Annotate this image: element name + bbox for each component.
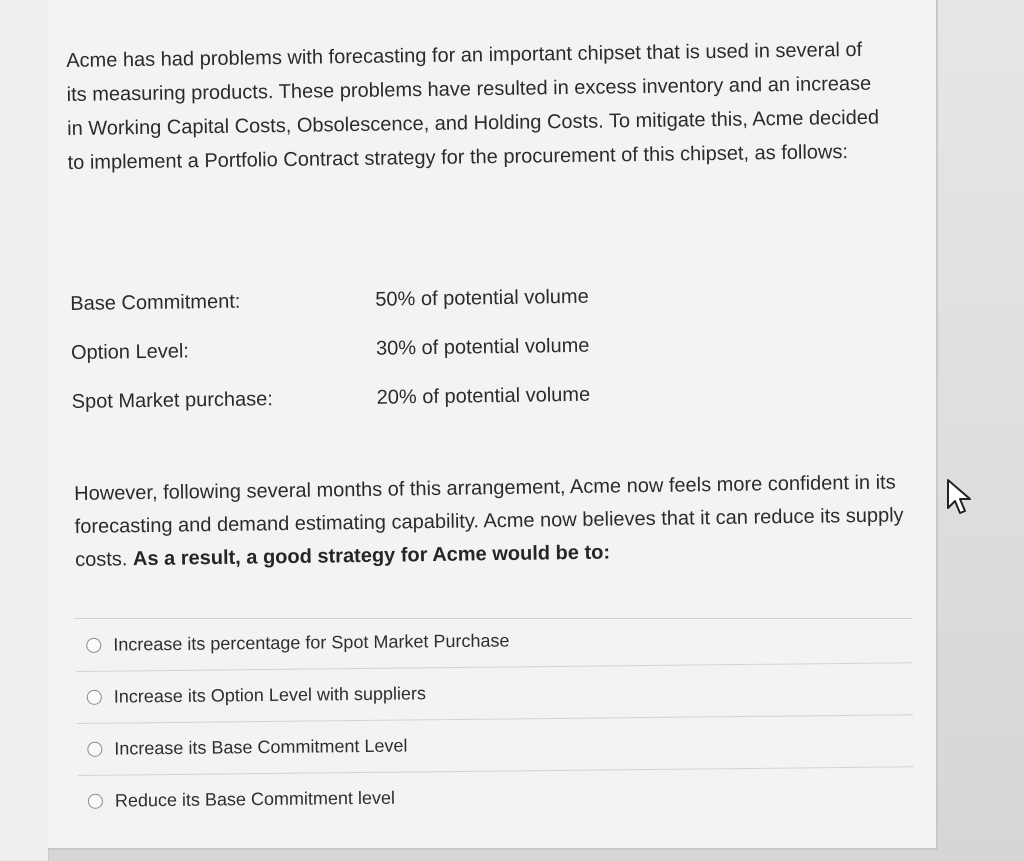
strategy-label: Base Commitment: xyxy=(70,290,241,315)
strategy-value: 30% of potential volume xyxy=(375,334,590,360)
left-margin-strip xyxy=(0,0,49,861)
radio-button[interactable] xyxy=(87,742,102,757)
radio-button[interactable] xyxy=(87,690,102,705)
strategy-row-spot xyxy=(71,369,692,427)
radio-button[interactable] xyxy=(88,794,103,809)
strategy-value: 20% of potential volume xyxy=(376,383,591,409)
strategy-table xyxy=(70,271,692,427)
question-intro: Acme has had problems with forecasting for an important chipset that is used in several of its measuring products. These problems have resulted in excess inventory and an increase in Working Capital Costs, Obsolescence, and Holding Costs. To mitigate this, Acme decided to implement a Portfolio Contract strategy for the procurement of this chipset, as follows: xyxy=(66,38,880,174)
answer-options xyxy=(76,611,914,827)
radio-button[interactable] xyxy=(86,638,101,653)
answer-label[interactable]: Increase its percentage for Spot Market Purchase xyxy=(113,630,510,655)
mouse-pointer-icon xyxy=(945,478,975,518)
question-followup xyxy=(74,466,905,577)
answer-label[interactable]: Increase its Base Commitment Level xyxy=(114,735,408,759)
answer-option[interactable] xyxy=(78,767,914,827)
strategy-label: Spot Market purchase: xyxy=(71,388,274,413)
question-panel xyxy=(48,0,938,850)
answer-label[interactable]: Reduce its Base Commitment level xyxy=(114,787,396,811)
answer-option[interactable] xyxy=(77,715,913,776)
answer-option[interactable] xyxy=(76,611,912,672)
strategy-label: Option Level: xyxy=(70,340,190,364)
strategy-row-base xyxy=(70,271,691,329)
answer-label[interactable]: Increase its Option Level with suppliers xyxy=(113,683,427,707)
followup-text: However, following several months of this arrangement, Acme now feels more confident in its forecasting and demand estimating capability. Acme now believes that it can reduce its supply costs. xyxy=(74,471,904,571)
strategy-row-option xyxy=(71,320,692,378)
followup-prompt: As a result, a good strategy for Acme would be to: xyxy=(132,541,611,571)
strategy-value: 50% of potential volume xyxy=(375,285,589,311)
answer-option[interactable] xyxy=(77,663,913,724)
